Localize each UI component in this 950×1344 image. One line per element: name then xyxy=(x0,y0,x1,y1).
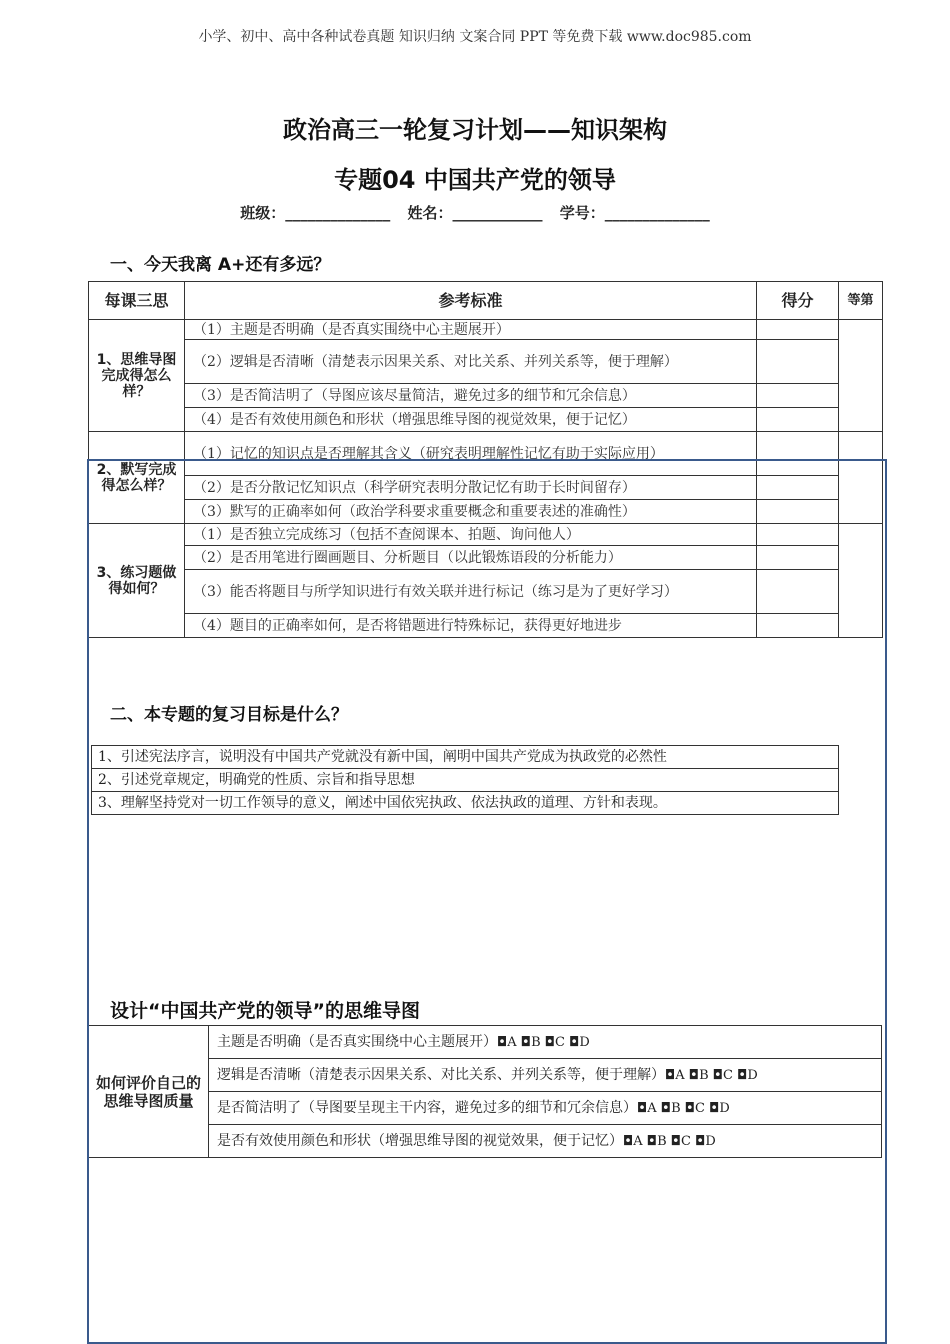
criterion-cell: （3）是否简洁明了（导图应该尽量简洁，避免过多的细节和冗余信息） xyxy=(185,384,757,408)
class-field: 班级：______________ xyxy=(240,204,391,222)
table-row xyxy=(89,570,883,614)
eval-row xyxy=(209,1092,882,1125)
table-row xyxy=(89,384,883,408)
page-title: 政治高三一轮复习计划——知识架构 xyxy=(283,116,667,144)
section-heading-2: 二、本专题的复习目标是什么？ xyxy=(110,705,348,725)
criterion-cell: （2）逻辑是否清晰（清楚表示因果关系、对比关系、并列关系等，便于理解） xyxy=(185,340,757,384)
criterion-cell: （2）是否分散记忆知识点（科学研究表明分散记忆有助于长时间留存） xyxy=(185,476,757,500)
category-cell: 1、思维导图完成得怎么样？ xyxy=(89,320,185,432)
table-row xyxy=(89,546,883,570)
table-row xyxy=(89,476,883,500)
table-row xyxy=(89,614,883,638)
score-cell[interactable] xyxy=(757,320,839,340)
goal-cell: 1、引述宪法序言，说明没有中国共产党就没有新中国，阐明中国共产党成为执政党的必然性 xyxy=(92,746,839,769)
criterion-cell: （4）题目的正确率如何，是否将错题进行特殊标记，获得更好地进步 xyxy=(185,614,757,638)
score-cell[interactable] xyxy=(757,432,839,476)
section-heading-1: 一、今天我离 A+还有多远？ xyxy=(110,255,331,275)
table-row xyxy=(89,340,883,384)
category-cell: 2、默写完成得怎么样？ xyxy=(89,432,185,524)
score-cell[interactable] xyxy=(757,340,839,384)
table-row xyxy=(89,320,883,340)
score-cell[interactable] xyxy=(757,546,839,570)
eval-row xyxy=(209,1026,882,1059)
student-info xyxy=(0,202,950,223)
grade-options[interactable]: ◘A ◘B ◘C ◘D xyxy=(623,1133,716,1149)
score-cell[interactable] xyxy=(757,524,839,546)
header-cell: 等第 xyxy=(839,282,883,320)
score-cell[interactable] xyxy=(757,570,839,614)
id-field: 学号：______________ xyxy=(559,204,710,222)
eval-criterion: 是否简洁明了（导图要呈现主干内容，避免过多的细节和冗余信息） xyxy=(217,1099,637,1116)
grade-options[interactable]: ◘A ◘B ◘C ◘D xyxy=(665,1067,758,1083)
header-cell: 参考标准 xyxy=(185,282,757,320)
grade-cell[interactable] xyxy=(839,524,883,638)
page-subtitle: 专题04 中国共产党的领导 xyxy=(334,166,616,194)
name-field: 姓名：____________ xyxy=(407,204,543,222)
score-cell[interactable] xyxy=(757,384,839,408)
category-cell: 3、练习题做得如何？ xyxy=(89,524,185,638)
grade-cell[interactable] xyxy=(839,320,883,432)
goals-table xyxy=(91,745,839,815)
table-row xyxy=(89,408,883,432)
table-row xyxy=(92,769,839,792)
table-row xyxy=(92,792,839,815)
criterion-cell: （1）是否独立完成练习（包括不查阅课本、拍题、询问他人） xyxy=(185,524,757,546)
table-row xyxy=(89,1026,882,1059)
grade-options[interactable]: ◘A ◘B ◘C ◘D xyxy=(637,1100,730,1116)
self-assessment-table xyxy=(88,281,883,638)
score-cell[interactable] xyxy=(757,476,839,500)
table-row xyxy=(89,500,883,524)
eval-row xyxy=(209,1059,882,1092)
eval-criterion: 逻辑是否清晰（清楚表示因果关系、对比关系、并列关系等，便于理解） xyxy=(217,1066,665,1083)
table-row xyxy=(89,524,883,546)
goal-cell: 2、引述党章规定，明确党的性质、宗旨和指导思想 xyxy=(92,769,839,792)
eval-criterion: 是否有效使用颜色和形状（增强思维导图的视觉效果，便于记忆） xyxy=(217,1132,623,1149)
header-cell: 得分 xyxy=(757,282,839,320)
grade-options[interactable]: ◘A ◘B ◘C ◘D xyxy=(497,1034,590,1050)
score-cell[interactable] xyxy=(757,500,839,524)
criterion-cell: （3）默写的正确率如何（政治学科要求重要概念和重要表述的准确性） xyxy=(185,500,757,524)
table-row xyxy=(92,746,839,769)
criterion-cell: （1）主题是否明确（是否真实围绕中心主题展开） xyxy=(185,320,757,340)
header-cell: 每课三思 xyxy=(89,282,185,320)
criterion-cell: （4）是否有效使用颜色和形状（增强思维导图的视觉效果，便于记忆） xyxy=(185,408,757,432)
criterion-cell: （1）记忆的知识点是否理解其含义（研究表明理解性记忆有助于实际应用） xyxy=(185,432,757,476)
grade-cell[interactable] xyxy=(839,432,883,524)
goal-cell: 3、理解坚持党对一切工作领导的意义，阐述中国依宪执政、依法执政的道理、方针和表现。 xyxy=(92,792,839,815)
section-heading-3: 设计“中国共产党的领导”的思维导图 xyxy=(110,1000,420,1022)
mindmap-eval-table xyxy=(88,1025,882,1158)
table-header-row xyxy=(89,282,883,320)
criterion-cell: （2）是否用笔进行圈画题目、分析题目（以此锻炼语段的分析能力） xyxy=(185,546,757,570)
table-row xyxy=(89,432,883,476)
score-cell[interactable] xyxy=(757,408,839,432)
eval-criterion: 主题是否明确（是否真实围绕中心主题展开） xyxy=(217,1033,497,1050)
site-header: 小学、初中、高中各种试卷真题 知识归纳 文案合同 PPT 等免费下载 www.doc985.com xyxy=(198,29,752,45)
score-cell[interactable] xyxy=(757,614,839,638)
criterion-cell: （3）能否将题目与所学知识进行有效关联并进行标记（练习是为了更好学习） xyxy=(185,570,757,614)
eval-row xyxy=(209,1125,882,1158)
eval-label-cell: 如何评价自己的思维导图质量 xyxy=(89,1026,209,1158)
